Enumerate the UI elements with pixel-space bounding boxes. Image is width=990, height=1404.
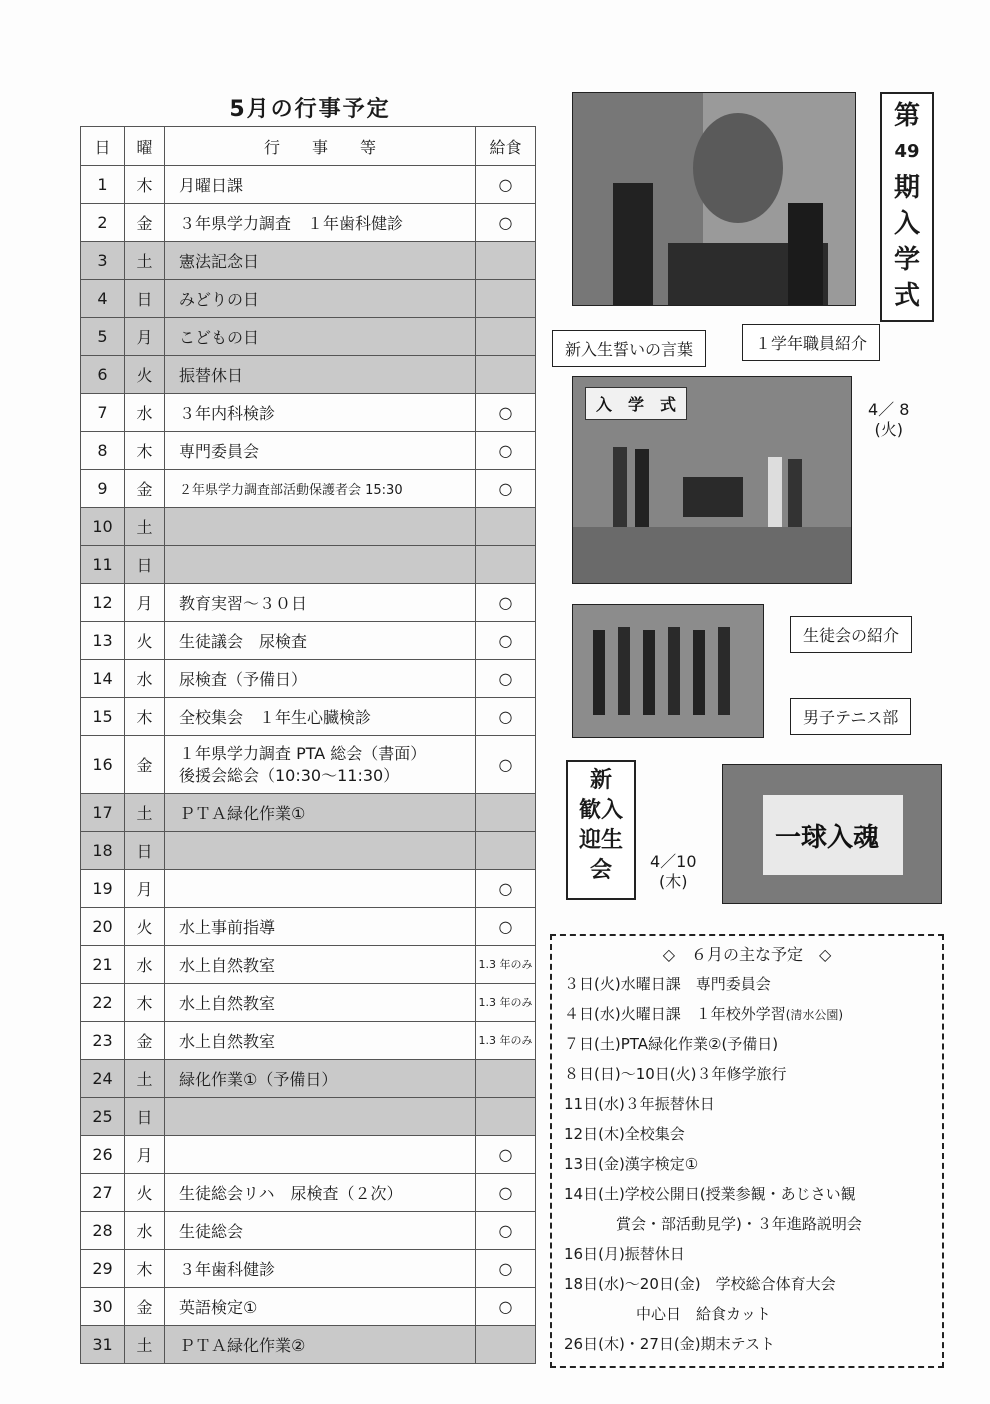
table-row [81,984,536,1022]
student-council-photo [572,604,764,738]
table-row [81,242,536,280]
june-item: ４日(水)火曜日課 １年校外学習(清水公園) [564,1005,844,1023]
event-cell: 水上自然教室 [165,946,476,984]
welcome-party-title: 新 歓入 迎生 会 [566,760,636,900]
day-cell: 14 [81,660,125,698]
title-char: 49 [894,141,920,162]
day-cell: 25 [81,1098,125,1136]
title-char: 期 [893,173,920,203]
welcome-date: 4／10 (木) [650,852,697,891]
weekday-cell: 金 [125,736,165,794]
table-row [81,1022,536,1060]
day-cell: 27 [81,1174,125,1212]
day-cell: 11 [81,546,125,584]
weekday-cell: 月 [125,584,165,622]
day-cell: 26 [81,1136,125,1174]
day-cell: 2 [81,204,125,242]
june-item: ８日(日)～10日(火)３年修学旅行 [564,1065,787,1083]
weekday-cell: 金 [125,1288,165,1326]
weekday-cell: 土 [125,508,165,546]
event-cell: ＰＴＡ緑化作業① [165,794,476,832]
table-row [81,1326,536,1364]
lunch-cell [476,318,536,356]
weekday-cell: 木 [125,432,165,470]
table-row [81,698,536,736]
day-cell: 30 [81,1288,125,1326]
lunch-cell [476,622,536,660]
weekday-cell: 水 [125,660,165,698]
lunch-cell [476,870,536,908]
event-cell [165,508,476,546]
caption-council: 生徒会の紹介 [790,616,912,653]
table-row [81,166,536,204]
lunch-cell [476,546,536,584]
lunch-cell [476,736,536,794]
day-cell: 23 [81,1022,125,1060]
lunch-circle-icon: ○ [498,917,513,936]
event-cell: 生徒総会 [165,1212,476,1250]
weekday-cell: 月 [125,870,165,908]
lunch-circle-icon: ○ [498,707,513,726]
lunch-cell [476,280,536,318]
lunch-cell [476,432,536,470]
event-cell: 尿検査（予備日） [165,660,476,698]
event-cell: 水上自然教室 [165,984,476,1022]
table-row [81,832,536,870]
table-row [81,1098,536,1136]
june-item: 18日(水)～20日(金) 学校総合体育大会 [564,1275,836,1293]
lunch-cell [476,1288,536,1326]
event-cell: 振替休日 [165,356,476,394]
weekday-cell: 水 [125,394,165,432]
june-item: ３日(火)水曜日課 専門委員会 [564,975,771,993]
ceremony-banner: 入 学 式 [585,387,687,420]
day-cell: 21 [81,946,125,984]
day-cell: 18 [81,832,125,870]
day-cell: 10 [81,508,125,546]
caption-oath: 新入生誓いの言葉 [552,330,706,367]
title-char: 式 [893,281,920,311]
lunch-cell [476,660,536,698]
day-cell: 7 [81,394,125,432]
table-row [81,736,536,794]
weekday-cell: 土 [125,242,165,280]
table-row [81,1136,536,1174]
lunch-circle-icon: ○ [498,1297,513,1316]
day-cell: 4 [81,280,125,318]
lunch-circle-icon: ○ [498,403,513,422]
lunch-circle-icon: ○ [498,1183,513,1202]
june-title: ◇ ６月の主な予定 ◇ [662,945,832,964]
weekday-cell: 水 [125,1212,165,1250]
caption-staff: １学年職員紹介 [742,324,880,361]
weekday-cell: 火 [125,908,165,946]
lunch-cell [476,242,536,280]
header-weekday: 曜 [125,127,165,166]
weekday-cell: 水 [125,946,165,984]
day-cell: 22 [81,984,125,1022]
day-cell: 15 [81,698,125,736]
event-cell: ３年内科検診 [165,394,476,432]
table-row [81,432,536,470]
day-cell: 31 [81,1326,125,1364]
weekday-cell: 金 [125,1022,165,1060]
june-item: 12日(木)全校集会 [564,1125,685,1143]
lunch-cell [476,204,536,242]
entrance-oath-photo [572,92,856,306]
event-cell: 英語検定① [165,1288,476,1326]
table-row [81,584,536,622]
june-schedule-box [550,934,944,1368]
weekday-cell: 火 [125,622,165,660]
table-row [81,1288,536,1326]
weekday-cell: 日 [125,1098,165,1136]
table-row [81,1060,536,1098]
title-char: 学 [893,245,920,275]
day-cell: 20 [81,908,125,946]
weekday-cell: 土 [125,794,165,832]
event-cell: こどもの日 [165,318,476,356]
event-cell: 教育実習～３０日 [165,584,476,622]
event-cell: 憲法記念日 [165,242,476,280]
june-list [552,969,942,1359]
lunch-cell [476,1060,536,1098]
lunch-circle-icon: ○ [498,441,513,460]
lunch-circle-icon: ○ [498,1221,513,1240]
lunch-cell [476,832,536,870]
entrance-date: 4／ 8 (火) [868,400,910,439]
lunch-circle-icon: ○ [498,213,513,232]
table-row [81,870,536,908]
tennis-banner-text: 一球入魂 [775,823,880,853]
lunch-cell [476,946,536,984]
lunch-cell [476,1098,536,1136]
table-row [81,794,536,832]
table-row [81,1212,536,1250]
lunch-circle-icon: ○ [498,631,513,650]
lunch-note: 1.3 年のみ [478,958,533,971]
schedule-title: 5月の行事予定 [229,97,391,122]
lunch-circle-icon: ○ [498,755,513,774]
lunch-circle-icon: ○ [498,669,513,688]
event-cell [165,1098,476,1136]
caption-tennis: 男子テニス部 [790,698,911,735]
weekday-cell: 火 [125,1174,165,1212]
day-cell: 24 [81,1060,125,1098]
lunch-circle-icon: ○ [498,175,513,194]
event-cell: 生徒議会 尿検査 [165,622,476,660]
june-item: 13日(金)漢字検定① [564,1155,699,1173]
lunch-note: 1.3 年のみ [478,1034,533,1047]
day-cell: 5 [81,318,125,356]
lunch-cell [476,984,536,1022]
table-row [81,908,536,946]
lunch-cell [476,1212,536,1250]
lunch-cell [476,508,536,546]
june-item: 26日(木)・27日(金)期末テスト [564,1335,775,1353]
title-char: 第 [893,101,920,131]
lunch-circle-icon: ○ [498,479,513,498]
lunch-cell [476,1326,536,1364]
lunch-note: 1.3 年のみ [478,996,533,1009]
ceremony-stage-illustration [573,93,855,305]
table-row [81,470,536,508]
table-row [81,1250,536,1288]
day-cell: 19 [81,870,125,908]
event-cell: 水上事前指導 [165,908,476,946]
header-lunch: 給食 [476,127,536,166]
day-cell: 9 [81,470,125,508]
table-row [81,318,536,356]
council-illustration [573,605,763,737]
lunch-cell [476,794,536,832]
weekday-cell: 土 [125,1060,165,1098]
table-row [81,660,536,698]
june-item: 中心日 給食カット [636,1305,771,1323]
lunch-cell [476,1022,536,1060]
table-row [81,622,536,660]
table-row [81,546,536,584]
event-cell: ＰＴＡ緑化作業② [165,1326,476,1364]
lunch-cell [476,908,536,946]
event-cell: 緑化作業①（予備日） [165,1060,476,1098]
lunch-circle-icon: ○ [498,1145,513,1164]
event-cell [165,546,476,584]
event-cell: ３年歯科健診 [165,1250,476,1288]
table-row [81,394,536,432]
weekday-cell: 木 [125,698,165,736]
lunch-cell [476,1136,536,1174]
table-header-row [81,127,536,166]
june-item: 賞会・部活動見学)・３年進路説明会 [616,1215,862,1233]
weekday-cell: 月 [125,1136,165,1174]
day-cell: 1 [81,166,125,204]
june-item: ７日(土)PTA緑化作業②(予備日) [564,1035,779,1053]
lunch-cell [476,470,536,508]
event-cell: ２年県学力調査部活動保護者会 15:30 [165,470,476,508]
event-cell: 生徒総会リハ 尿検査（２次） [165,1174,476,1212]
day-cell: 29 [81,1250,125,1288]
event-cell: 専門委員会 [165,432,476,470]
weekday-cell: 金 [125,204,165,242]
lunch-cell [476,1174,536,1212]
lunch-cell [476,356,536,394]
weekday-cell: 金 [125,470,165,508]
weekday-cell: 日 [125,280,165,318]
lunch-circle-icon: ○ [498,1259,513,1278]
june-item: 16日(月)振替休日 [564,1245,685,1263]
june-item: 14日(土)学校公開日(授業参観・あじさい観 [564,1185,856,1203]
lunch-cell [476,1250,536,1288]
title-char: 入 [893,209,920,239]
table-row [81,946,536,984]
day-cell: 16 [81,736,125,794]
may-schedule-table [80,126,536,1364]
entrance-stage-photo [572,376,852,584]
day-cell: 12 [81,584,125,622]
weekday-cell: 木 [125,1250,165,1288]
day-cell: 17 [81,794,125,832]
weekday-cell: 日 [125,832,165,870]
day-cell: 8 [81,432,125,470]
table-row [81,280,536,318]
day-cell: 13 [81,622,125,660]
tennis-club-photo [722,764,942,904]
event-cell: 月曜日課 [165,166,476,204]
lunch-cell [476,584,536,622]
event-cell: みどりの日 [165,280,476,318]
weekday-cell: 木 [125,984,165,1022]
day-cell: 6 [81,356,125,394]
header-day: 日 [81,127,125,166]
table-row [81,508,536,546]
lunch-cell [476,394,536,432]
lunch-circle-icon: ○ [498,593,513,612]
event-cell: 水上自然教室 [165,1022,476,1060]
weekday-cell: 月 [125,318,165,356]
weekday-cell: 火 [125,356,165,394]
table-row [81,1174,536,1212]
event-cell [165,870,476,908]
day-cell: 3 [81,242,125,280]
weekday-cell: 日 [125,546,165,584]
table-row [81,356,536,394]
event-cell: １年県学力調査 PTA 総会（書面） 後援会総会（10:30～11:30） [165,736,476,794]
lunch-cell [476,698,536,736]
event-cell [165,832,476,870]
table-row [81,204,536,242]
event-cell [165,1136,476,1174]
weekday-cell: 土 [125,1326,165,1364]
day-cell: 28 [81,1212,125,1250]
header-event: 行 事 等 [165,127,476,166]
event-cell: ３年県学力調査 １年歯科健診 [165,204,476,242]
entrance-ceremony-title [880,92,934,322]
weekday-cell: 木 [125,166,165,204]
lunch-circle-icon: ○ [498,879,513,898]
event-cell: 全校集会 １年生心臓検診 [165,698,476,736]
june-item: 11日(水)３年振替休日 [564,1095,715,1113]
lunch-cell [476,166,536,204]
